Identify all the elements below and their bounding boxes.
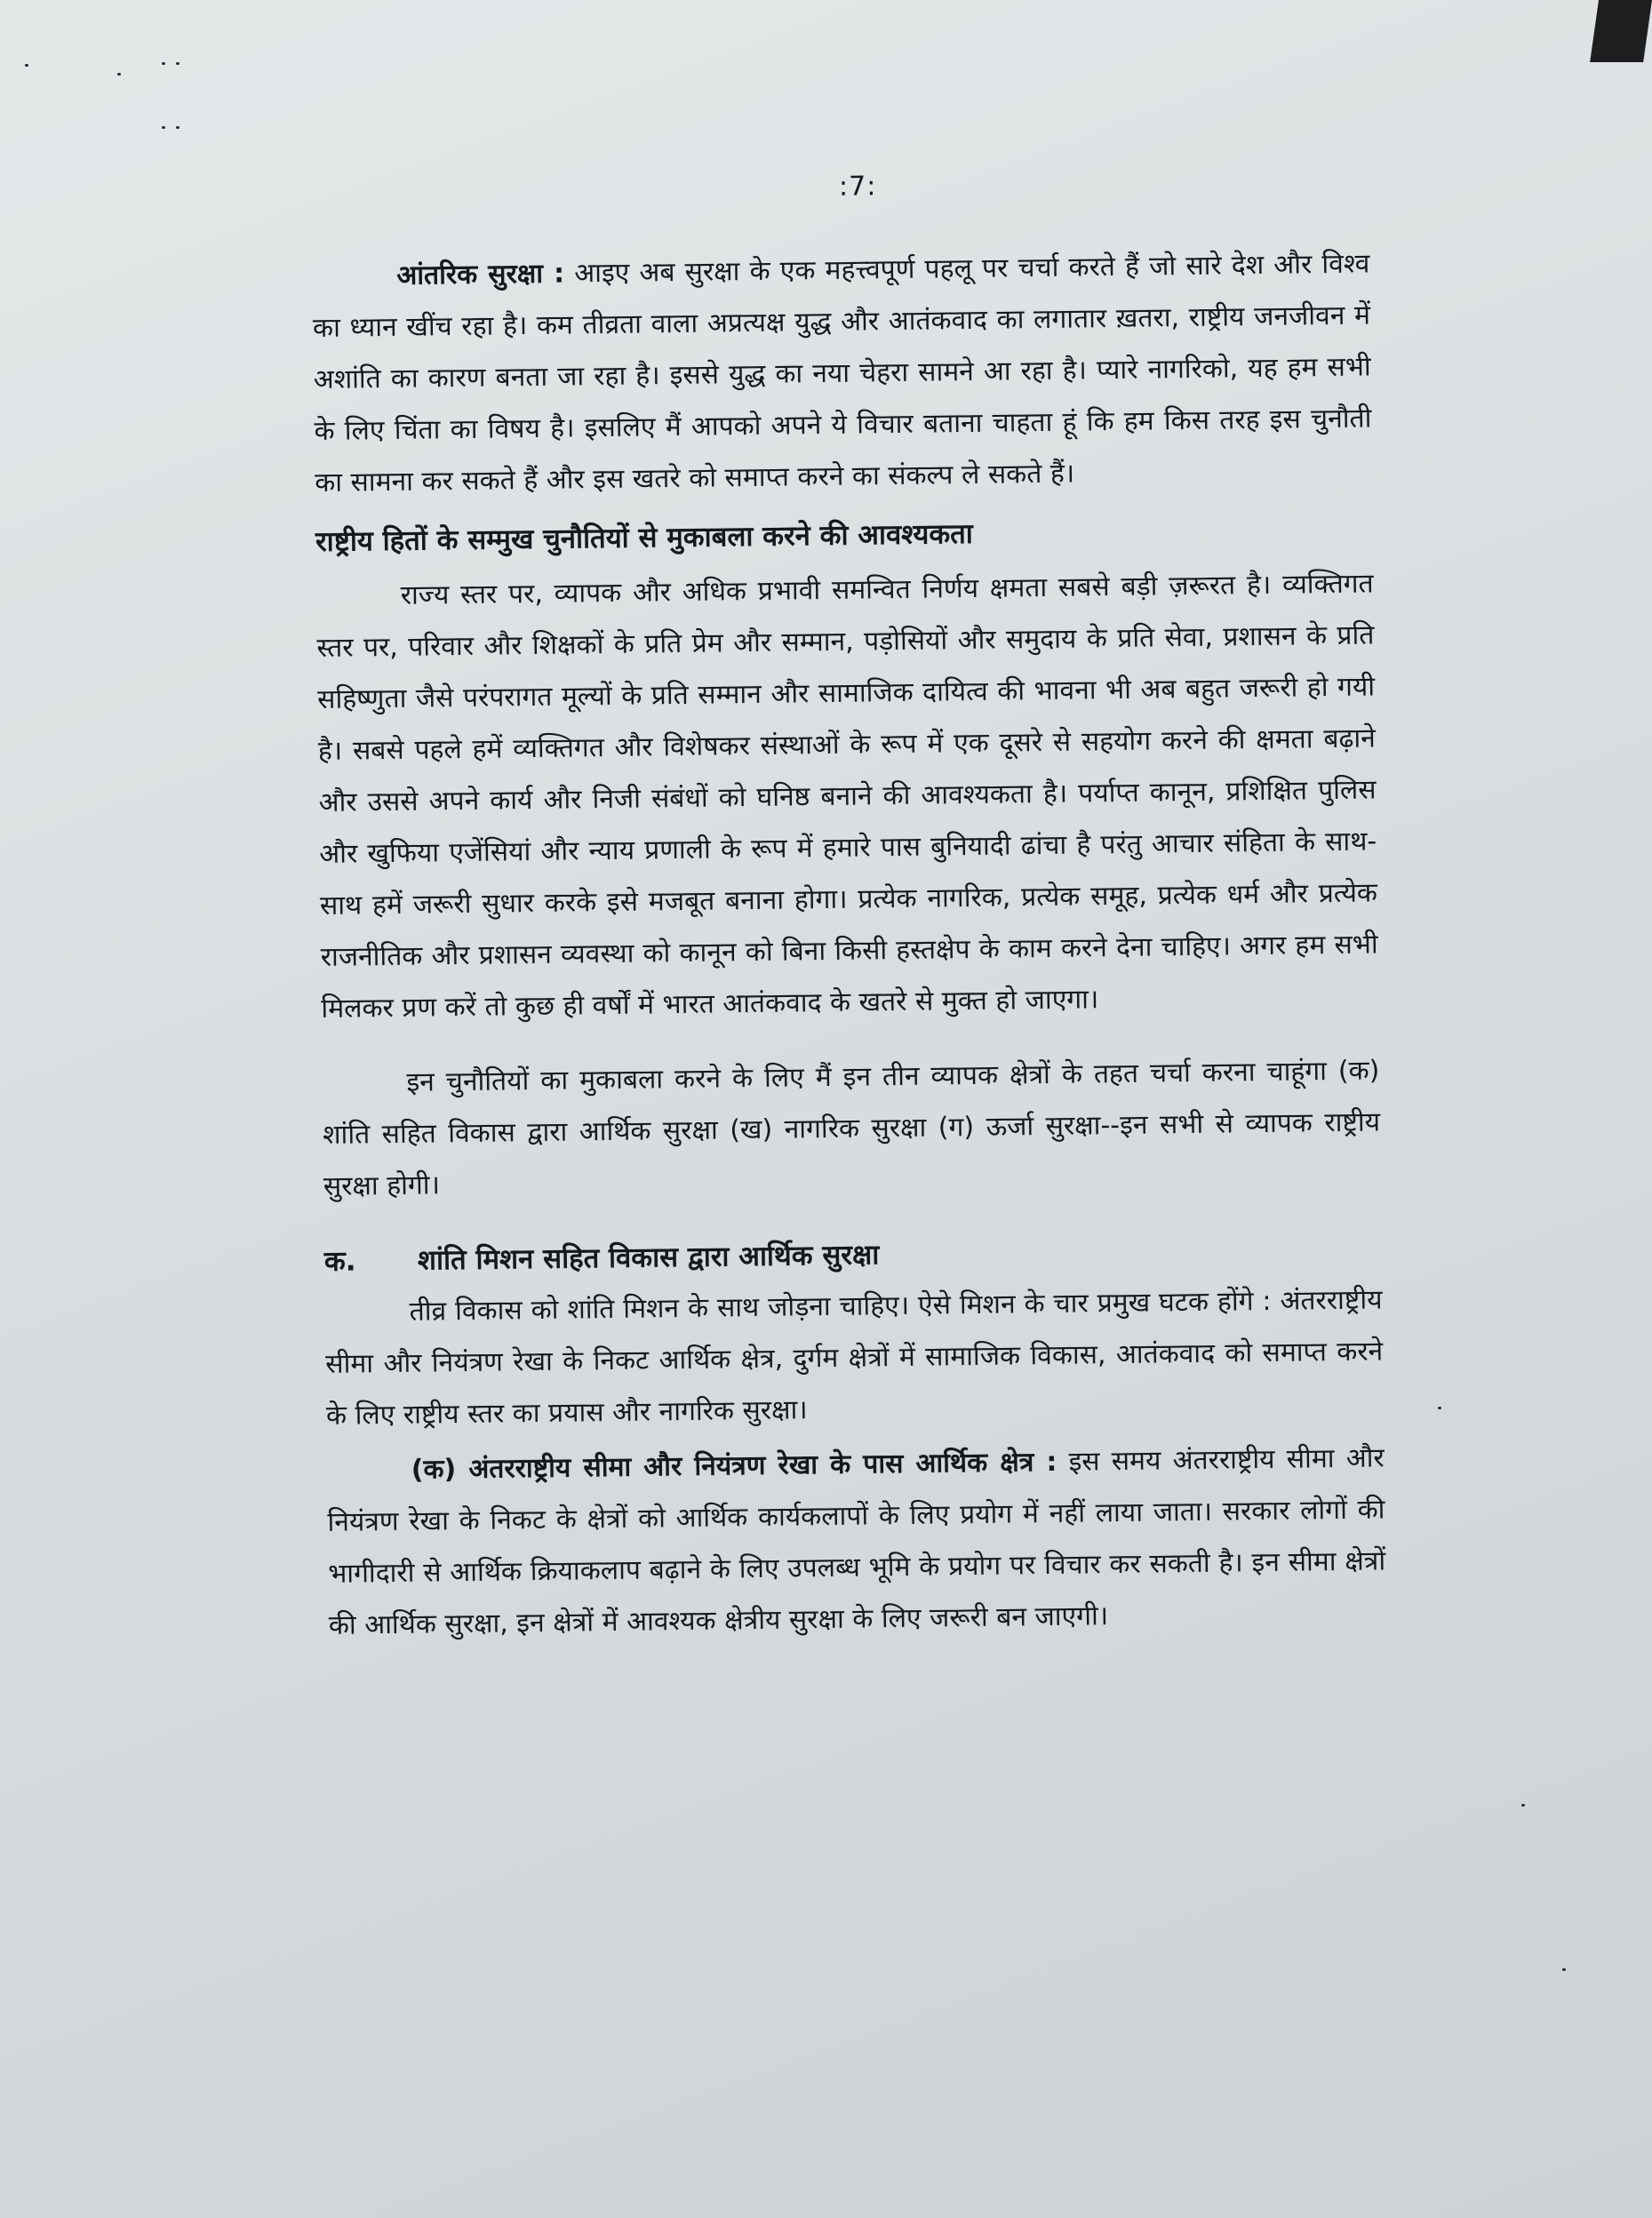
dust-speck — [25, 64, 28, 67]
dust-speck — [1521, 1804, 1525, 1807]
section-ka-title: शांति मिशन सहित विकास द्वारा आर्थिक सुरक्षा — [417, 1239, 880, 1277]
intro-text: आइए अब सुरक्षा के एक महत्त्वपूर्ण पहलू पर चर्चा करते हैं जो सारे देश और विश्व का ध्यान खींच रहा है। कम तीव्रता वाला अप्रत्यक्ष युद्ध और आतंकवाद का लगातार ख़तरा, राष्ट्रीय जनजीवन में अशांति का कारण बनता जा रहा है। इससे युद्ध का नया चेहरा सामने आ रहा है। प्यारे नागरिको, यह हम सभी के लिए चिंता का विषय है। इसलिए मैं आपको अपने ये विचार बताना चाहता हूं कि हम किस तरह इस चुनौती का सामना कर सकते हैं और इस खतरे को समाप्त करने का संकल्प ले सकते हैं। — [312, 248, 1372, 499]
section-ka-label: क. — [323, 1245, 356, 1278]
national-interests-paragraph: राज्य स्तर पर, व्यापक और अधिक प्रभावी समन्वित निर्णय क्षमता सबसे बड़ी ज़रूरत है। व्यक्तिगत स्तर पर, परिवार और शिक्षकों के प्रति प्रेम और सम्मान, पड़ोसियों और समुदाय के प्रति सेवा, प्रशासन के प्रति सहिष्णुता जैसे परंपरागत मूल्यों के प्रति सम्मान और सामाजिक दायित्व की भावना भी अब बहुत जरूरी हो गयी है। सबसे पहले हमें व्यक्तिगत और विशेषकर संस्थाओं के रूप में एक दूसरे से सहयोग करने की क्षमता बढ़ाने और उससे अपने कार्य और निजी संबंधों को घनिष्ठ बनाने की आवश्यकता है। पर्याप्त कानून, प्रशिक्षित पुलिस और खुफिया एजेंसियां और न्याय प्रणाली के रूप में हमारे पास बुनियादी ढांचा है परंतु आचार संहिता के साथ-साथ हमें जरूरी सुधार करके इसे मजबूत बनाना होगा। प्रत्येक नागरिक, प्रत्येक समूह, प्रत्येक धर्म और प्रत्येक राजनीतिक और प्रशासन व्यवस्था को कानून को बिना किसी हस्तक्षेप के काम करने देना चाहिए। अगर हम सभी मिलकर प्रण करें तो कुछ ही वर्षों में भारत आतंकवाद के खतरे से मुक्त हो जाएगा। — [316, 568, 1378, 1025]
dust-speck — [176, 62, 180, 65]
page-number: :7: — [838, 171, 877, 203]
dust-speck — [162, 62, 165, 65]
section-heading-national-interests: राष्ट्रीय हितों के सम्मुख चुनौतियों से मुकाबला करने की आवश्यकता — [315, 517, 974, 558]
dust-speck — [1438, 1407, 1441, 1409]
document-body — [311, 164, 1386, 1651]
page-corner-shadow — [1590, 0, 1652, 62]
subsection-ka-text: इस समय अंतरराष्ट्रीय सीमा और नियंत्रण रेखा के निकट के क्षेत्रों को आर्थिक कार्यकलापों के लिए प्रयोग में नहीं लाया जाता। सरकार लोगों की भागीदारी से आर्थिक क्रियाकलाप बढ़ाने के लिए उपलब्ध भूमि के प्रयोग पर विचार कर सकती है। इन सीमा क्षेत्रों की आर्थिक सुरक्षा, इन क्षेत्रों में आवश्यक क्षेत्रीय सुरक्षा के लिए जरूरी बन जाएगी। — [327, 1442, 1386, 1641]
intro-paragraph — [312, 238, 1372, 509]
dust-speck — [117, 73, 121, 76]
section-ka-paragraph: तीव्र विकास को शांति मिशन के साथ जोड़ना चाहिए। ऐसे मिशन के चार प्रमुख घटक होंगे : अंतरराष्ट्रीय सीमा और नियंत्रण रेखा के निकट आर्थिक क्षेत्र, दुर्गम क्षेत्रों में सामाजिक विकास, आतंकवाद को समाप्त करने के लिए राष्ट्रीय स्तर का प्रयास और नागरिक सुरक्षा। — [325, 1284, 1384, 1432]
internal-security-lead: आंतरिक सुरक्षा : — [396, 258, 565, 291]
subsection-ka-lead: (क) अंतरराष्ट्रीय सीमा और नियंत्रण रेखा के पास आर्थिक क्षेत्र : — [411, 1446, 1057, 1486]
subsection-ka-paragraph — [326, 1432, 1386, 1652]
dust-speck — [162, 126, 165, 129]
dust-speck — [1562, 1968, 1566, 1971]
three-areas-paragraph: इन चुनौतियों का मुकाबला करने के लिए मैं इन तीन व्यापक क्षेत्रों के तहत चर्चा करना चाहूंगा (क) शांति सहित विकास द्वारा आर्थिक सुरक्षा (ख) नागरिक सुरक्षा (ग) ऊर्जा सुरक्षा--इन सभी से व्यापक राष्ट्रीय सुरक्षा होगी। — [322, 1055, 1381, 1202]
dust-speck — [176, 126, 180, 129]
